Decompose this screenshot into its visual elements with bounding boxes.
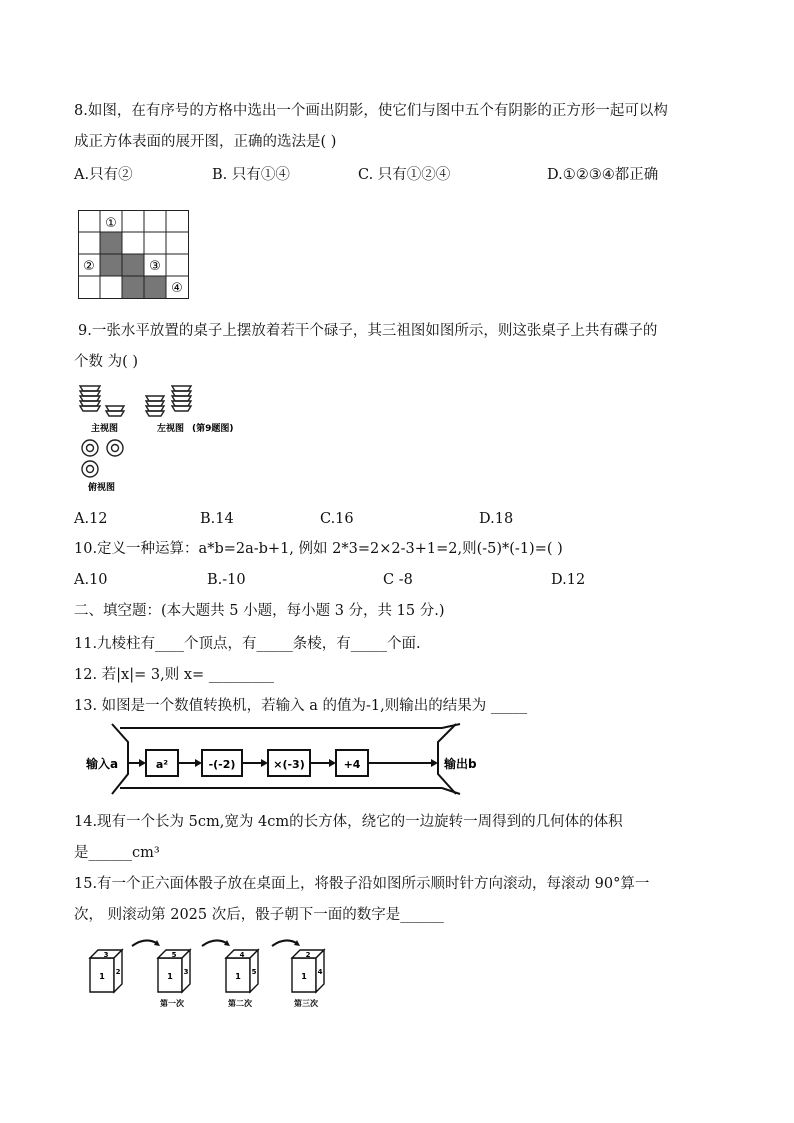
q13-box-plus4: +4: [343, 758, 361, 771]
q9-stem-line1: 9.一张水平放置的桌子上摆放着若干个碌子，其三祖图如图所示，则这张桌子上共有碟子的: [78, 323, 658, 339]
q9-option-c[interactable]: C.16: [320, 511, 354, 527]
q9-three-views-figure: [74, 380, 289, 495]
q8-option-a[interactable]: A.只有②: [74, 167, 133, 183]
q15-stem-line2: 次， 则滚动第 2025 次后，骰子朝下一面的数字是______: [74, 907, 444, 923]
cube1-top: 5: [171, 951, 177, 959]
cube1-front: 1: [167, 972, 173, 981]
cube3-right: 4: [317, 968, 323, 976]
cube3-label: 第三次: [294, 999, 318, 1008]
q8-option-b[interactable]: B. 只有①④: [212, 167, 290, 183]
cube3-front: 1: [301, 972, 307, 981]
q10-option-d[interactable]: D.12: [551, 572, 586, 588]
q8-mark-1: ①: [105, 216, 117, 231]
q13-input-label: 输入a: [86, 757, 119, 771]
q9-top-view-label: 俯视图: [88, 483, 116, 493]
q8-option-c[interactable]: C. 只有①②④: [358, 167, 451, 183]
q14-stem-line2: 是______cm³: [74, 845, 160, 861]
q9-option-b[interactable]: B.14: [200, 511, 234, 527]
q8-stem-line1: 8.如图，在有序号的方格中选出一个画出阴影，使它们与图中五个有阴影的正方形一起可以构: [74, 103, 668, 119]
cube1-right: 3: [183, 968, 189, 976]
q10-option-b[interactable]: B.-10: [207, 572, 246, 588]
cube0-top: 3: [103, 951, 109, 959]
q13-box-times-neg3: ×(-3): [273, 758, 305, 771]
cube2-right: 5: [251, 968, 257, 976]
q8-stem-line2: 成正方体表面的展开图，正确的选法是( ): [74, 134, 337, 150]
q13-box-square: a²: [155, 758, 169, 771]
q10-stem: 10.定义一种运算：a*b=2a-b+1, 例如 2*3=2×2-3+1=2,则(-5)*(-1)=( ): [74, 541, 563, 557]
q9-stem-line2: 个数 为( ): [74, 354, 139, 370]
cube2-top: 4: [239, 951, 245, 959]
cube1-label: 第一次: [160, 999, 184, 1008]
cube0-right: 2: [115, 968, 121, 976]
q10-option-a[interactable]: A.10: [74, 572, 108, 588]
q8-mark-4: ④: [171, 281, 183, 296]
q9-front-view-label: 主视图: [91, 424, 119, 434]
q8-option-d[interactable]: D.①②③④都正确: [547, 167, 659, 183]
q15-dice-figure: [80, 936, 365, 1008]
q8-mark-2: ②: [83, 259, 95, 274]
q9-option-a[interactable]: A.12: [74, 511, 108, 527]
q8-grid-figure: [78, 210, 190, 300]
cube2-label: 第二次: [228, 999, 252, 1008]
q13-output-label: 输出b: [444, 757, 477, 771]
q8-mark-3: ③: [149, 259, 161, 274]
q14-stem-line1: 14.现有一个长为 5cm,宽为 4cm的长方体，绕它的一边旋转一周得到的几何体的体积: [74, 814, 623, 830]
q15-stem-line1: 15.有一个正六面体骰子放在桌面上，将骰子沿如图所示顺时针方向滚动，每滚动 90°算一: [74, 876, 650, 892]
q9-figure-caption: (第9题图): [192, 424, 234, 434]
q13-converter-figure: [84, 722, 484, 798]
section-2-heading: 二、填空题：(本大题共 5 小题，每小题 3 分，共 15 分.): [74, 603, 445, 619]
cube2-front: 1: [235, 972, 241, 981]
q9-option-d[interactable]: D.18: [479, 511, 514, 527]
q11-stem: 11.九棱柱有____个顶点，有_____条棱，有_____个面.: [74, 636, 421, 652]
q13-box-minus-neg2: -(-2): [208, 758, 236, 771]
q10-option-c[interactable]: C -8: [383, 572, 413, 588]
q9-left-view-label: 左视图: [157, 424, 185, 434]
q13-stem: 13. 如图是一个数值转换机，若输入 a 的值为-1,则输出的结果为 _____: [74, 698, 528, 714]
q12-stem: 12. 若|x|= 3,则 x= _________: [74, 667, 275, 683]
cube3-top: 2: [305, 951, 311, 959]
cube0-front: 1: [99, 972, 105, 981]
